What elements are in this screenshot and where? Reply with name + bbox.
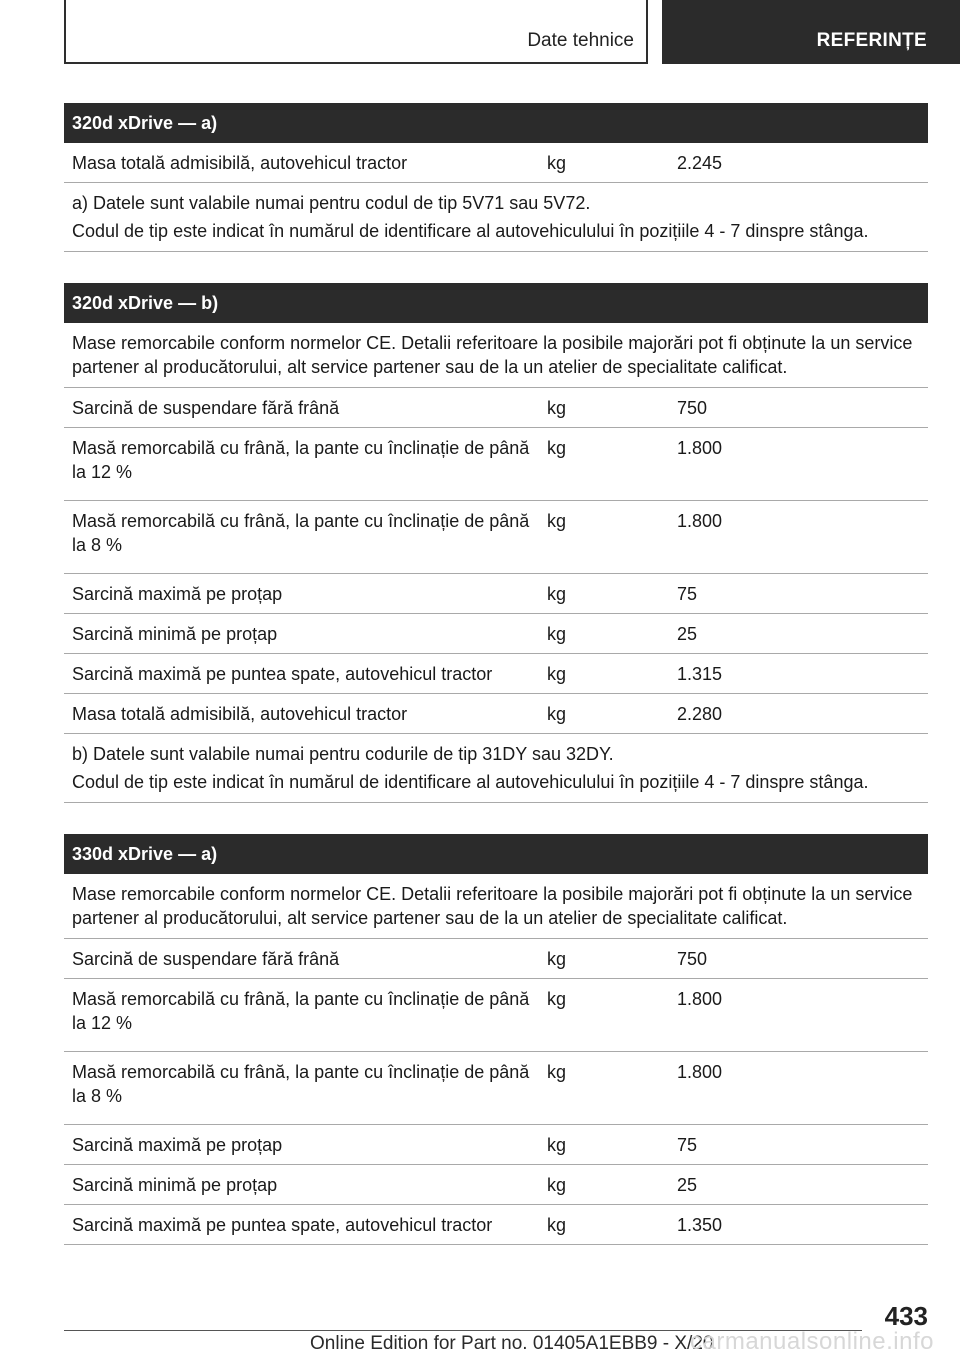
row-label: Sarcină minimă pe proțap — [72, 624, 278, 644]
spec-tables — [64, 103, 928, 1276]
table-row — [64, 388, 928, 428]
footnote — [64, 183, 928, 252]
row-unit: kg — [547, 1062, 567, 1082]
row-label: Masa totală admisibilă, autovehicul tractor — [72, 153, 408, 173]
row-value: 25 — [677, 1175, 698, 1195]
row-value: 1.800 — [677, 1062, 723, 1082]
row-label: Sarcină maximă pe puntea spate, autovehicul tractor — [72, 664, 493, 684]
footnote-line: b) Datele sunt valabile numai pentru codurile de tip 31DY sau 32DY. — [72, 744, 614, 764]
table-row — [64, 694, 928, 734]
table-row — [64, 654, 928, 694]
table-row — [64, 501, 928, 574]
footnote — [64, 734, 928, 803]
row-label: Sarcină maximă pe proțap — [72, 584, 283, 604]
footnote-line: Codul de tip este indicat în numărul de identificare al autovehiculului în pozițiile 4 - 7 dinspre stânga. — [72, 221, 869, 241]
table-row — [64, 1165, 928, 1205]
row-value: 75 — [677, 584, 698, 604]
row-value: 2.245 — [677, 153, 723, 173]
row-label: Masă remorcabilă cu frână, la pante cu înclinație de până la 8 % — [72, 1062, 530, 1106]
edition-text: Online Edition for Part no. 01405A1EBB9 - X/20 — [310, 1333, 714, 1354]
chapter-title: REFERINȚE — [816, 30, 927, 51]
row-label: Sarcină maximă pe puntea spate, autovehicul tractor — [72, 1215, 493, 1235]
row-value: 750 — [677, 398, 708, 418]
row-unit: kg — [547, 704, 567, 724]
page-number: 433 — [884, 1301, 928, 1331]
table-row — [64, 428, 928, 501]
row-value: 1.800 — [677, 989, 723, 1009]
row-unit: kg — [547, 949, 567, 969]
table-row — [64, 939, 928, 979]
section-330d-a — [64, 834, 928, 1245]
header-tab-chapter — [662, 0, 960, 64]
table-row — [64, 1125, 928, 1165]
header-tab-section — [64, 0, 648, 64]
table-row — [64, 614, 928, 654]
row-label: Masă remorcabilă cu frână, la pante cu înclinație de până la 12 % — [72, 438, 530, 482]
row-value: 1.800 — [677, 438, 723, 458]
footnote-line: Codul de tip este indicat în numărul de identificare al autovehiculului în pozițiile 4 - 7 dinspre stânga. — [72, 772, 869, 792]
row-value: 75 — [677, 1135, 698, 1155]
table-row — [64, 1052, 928, 1125]
row-value: 1.315 — [677, 664, 723, 684]
row-unit: kg — [547, 153, 567, 173]
intro-text: Mase remorcabile conform normelor CE. Detalii referitoare la posibile majorări pot fi obținute la un service partener al producătorului, alt service partener sau de la un atelier de specialitate calificat. — [72, 884, 913, 928]
watermark: carmanualsonline.info — [690, 1328, 934, 1355]
section-heading: 330d xDrive — a) — [64, 834, 928, 874]
table-row — [64, 143, 928, 183]
section-heading: 320d xDrive — b) — [64, 283, 928, 323]
table-row — [64, 979, 928, 1052]
section-heading: 320d xDrive — a) — [64, 103, 928, 143]
row-value: 25 — [677, 624, 698, 644]
row-label: Masă remorcabilă cu frână, la pante cu înclinație de până la 8 % — [72, 511, 530, 555]
row-label: Sarcină minimă pe proțap — [72, 1175, 278, 1195]
row-value: 2.280 — [677, 704, 723, 724]
section-320d-b — [64, 283, 928, 803]
section-intro — [64, 874, 928, 939]
row-unit: kg — [547, 511, 567, 531]
row-value: 750 — [677, 949, 708, 969]
row-unit: kg — [547, 664, 567, 684]
row-label: Sarcină de suspendare fără frână — [72, 949, 340, 969]
intro-text: Mase remorcabile conform normelor CE. Detalii referitoare la posibile majorări pot fi obținute la un service partener al producătorului, alt service partener sau de la un atelier de specialitate calificat. — [72, 333, 913, 377]
row-label: Sarcină maximă pe proțap — [72, 1135, 283, 1155]
row-unit: kg — [547, 624, 567, 644]
row-unit: kg — [547, 989, 567, 1009]
row-value: 1.800 — [677, 511, 723, 531]
row-label: Masa totală admisibilă, autovehicul tractor — [72, 704, 408, 724]
row-unit: kg — [547, 1215, 567, 1235]
row-label: Masă remorcabilă cu frână, la pante cu înclinație de până la 12 % — [72, 989, 530, 1033]
row-unit: kg — [547, 1175, 567, 1195]
row-label: Sarcină de suspendare fără frână — [72, 398, 340, 418]
table-row — [64, 1205, 928, 1245]
section-320d-a — [64, 103, 928, 252]
row-unit: kg — [547, 584, 567, 604]
table-row — [64, 574, 928, 614]
row-value: 1.350 — [677, 1215, 723, 1235]
footnote-line: a) Datele sunt valabile numai pentru codul de tip 5V71 sau 5V72. — [72, 193, 591, 213]
row-unit: kg — [547, 1135, 567, 1155]
row-unit: kg — [547, 438, 567, 458]
section-intro — [64, 323, 928, 388]
row-unit: kg — [547, 398, 567, 418]
section-title: Date tehnice — [527, 30, 634, 51]
